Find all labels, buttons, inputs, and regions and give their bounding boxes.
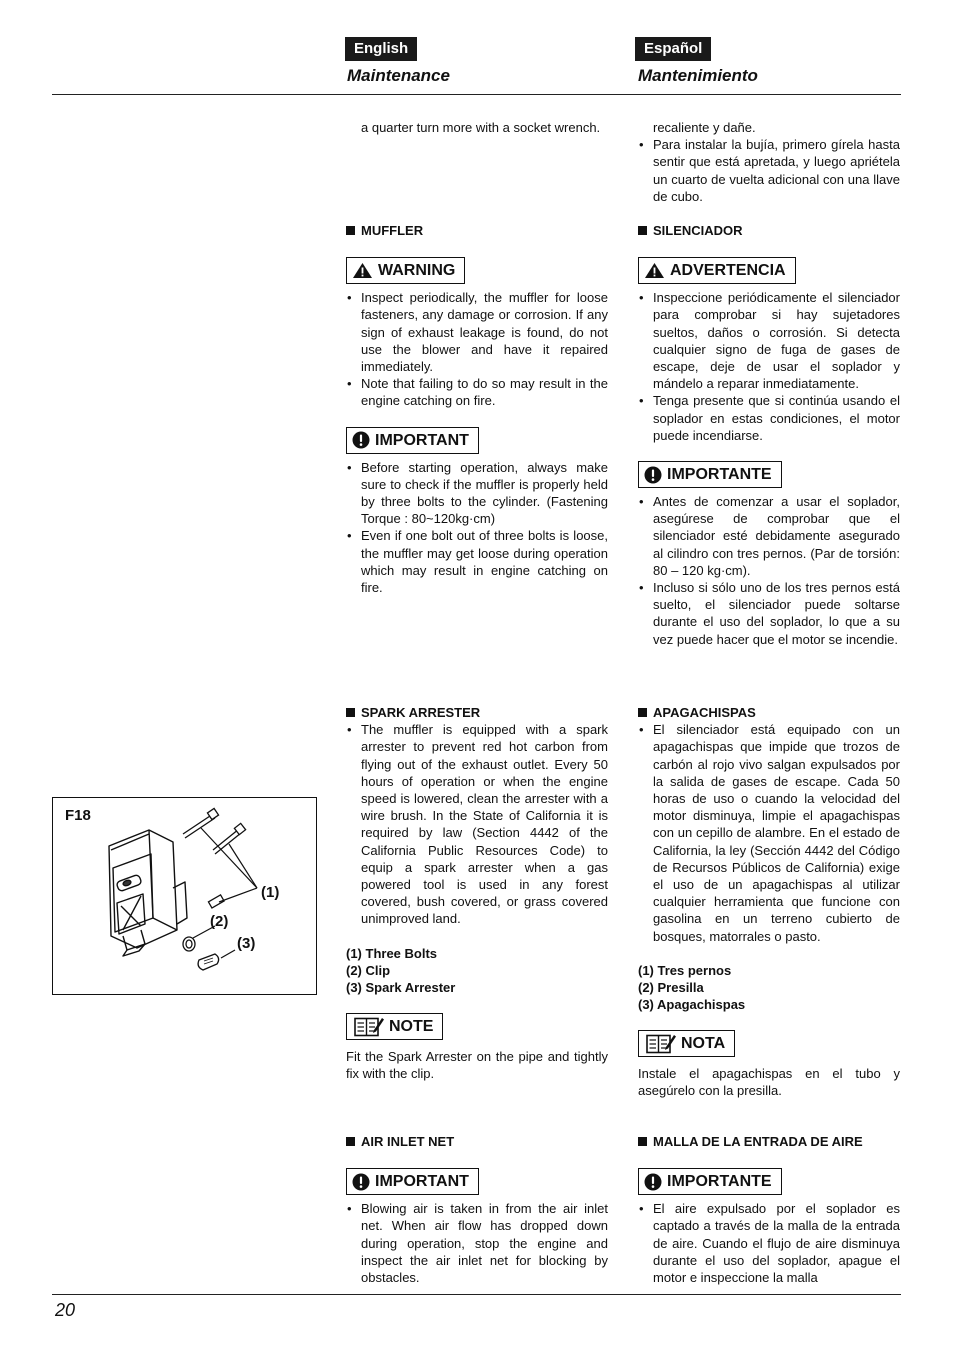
list-item: • Blowing air is taken in from the air inlet net. When air flow has dropped down during operation, stop the engine and inspect the air inlet net for blocking by obstacles. [346,1200,608,1286]
square-bullet-icon [346,708,355,717]
english-section-title: Maintenance [347,66,450,85]
spanish-language-tag: Español [635,37,711,61]
callout-2: (2) [210,913,229,930]
spanish-muffler-heading [638,222,900,239]
english-muffler-important-list [346,459,608,597]
list-item: • Inspeccione periódicamente el silenciador para comprobar si hay sujetadores sueltos, daños o corrosión. Si detecta cualquier signo de fuga de gases de escape, deje de usar el soplador y mándelo a reparar inmediatamente. [638,289,900,392]
warning-triangle-icon [644,262,665,279]
exclamation-circle-icon [644,1173,662,1191]
important-label: IMPORTANTE [667,1173,772,1191]
part-item: (1) Three Bolts [346,945,438,961]
spanish-parts-list [638,962,900,1014]
spanish-muffler-section [638,222,900,648]
exclamation-circle-icon [352,431,370,449]
heading-text: AIR INLET NET [361,1134,455,1149]
english-note-text: Fit the Spark Arrester on the pipe and tightly fix with the clip. [346,1048,608,1082]
figure-id: F18 [65,807,91,824]
english-muffler-section [346,222,608,596]
warning-triangle-icon [352,262,373,279]
page-number: 20 [55,1300,76,1320]
list-item: • El aire expulsado por el soplador es captado a través de la malla de la entrada de aire. Cuando el flujo de aire disminuya durante el uso del soplador, apague el motor e inspeccione la malla [638,1200,900,1286]
important-label: IMPORTANT [375,1173,469,1191]
list-item: • Incluso si sólo uno de los tres pernos está suelto, el silenciador puede soltarse durante el uso del soplador, lo que a su vez puede hacer que el motor se incendie. [638,579,900,648]
list-item: • Even if one bolt out of three bolts is loose, the muffler may get loose during operation which may result in engine catching on fire. [346,527,608,596]
footer-rule [52,1294,901,1295]
square-bullet-icon [638,708,647,717]
important-box [346,1168,479,1195]
heading-text: MALLA DE LA ENTRADA DE AIRE [653,1134,863,1149]
list-item: • Before starting operation, always make sure to check if the muffler is properly held by three bolts to the cylinder. (Fastening Torque : 80~120kg·cm) [346,459,608,528]
exclamation-circle-icon [644,466,662,484]
english-language-tag: English [345,37,417,61]
note-pencil-icon [354,1017,384,1037]
english-air-heading [346,1133,608,1150]
header-rule [52,94,901,95]
english-parts-list [346,945,608,997]
list-item: • The muffler is equipped with a spark arrester to prevent red hot carbon from flying out of the exhaust outlet. Every 50 hours of operation or when the engine speed is lowered, clean the arrester with a wire brush. In the State of California it is required by law (Section 4442 of the California Public Resources Code) to equip a spark arrester when a gas powered tool is used in any forest covered, bush covered, or grass covered unimproved land. [346,721,608,927]
callout-3: (3) [237,935,256,952]
square-bullet-icon [346,226,355,235]
note-label: NOTA [681,1035,726,1053]
spanish-muffler-warning-list [638,289,900,444]
important-box [346,427,479,454]
english-muffler-heading [346,222,608,239]
spanish-air-list [638,1200,900,1286]
list-item: • Tenga presente que si continúa usando el soplador en estas condiciones, el motor puede incendiarse. [638,392,900,444]
spanish-air-section [638,1133,900,1286]
warning-box [346,257,465,284]
spanish-air-heading [638,1133,900,1150]
spanish-muffler-important-list [638,493,900,648]
part-item: (3) Spark Arrester [346,980,456,996]
spanish-spark-section [638,704,900,1100]
list-item: • Antes de comenzar a usar el soplador, asegúrese de comprobar que el silenciador esté debidamente asegurado al cilindro con tres pernos. (Par de torsión: 80 – 120 kg·cm). [638,493,900,579]
list-item: • Para instalar la bujía, primero gírela hasta sentir que está apretada, y luego apriétela un cuarto de vuelta adicional con una llave de cubo. [638,136,900,205]
english-air-section [346,1133,608,1286]
spanish-intro-continued: recaliente y dañe. [653,120,756,135]
heading-text: APAGACHISPAS [653,705,756,720]
note-box [638,1030,735,1057]
callout-1: (1) [261,884,280,901]
spanish-intro-list [638,136,900,205]
square-bullet-icon [638,226,647,235]
note-label: NOTE [389,1018,434,1036]
english-air-list [346,1200,608,1286]
spanish-intro [638,119,900,205]
heading-text: MUFFLER [361,223,424,238]
important-label: IMPORTANTE [667,465,772,483]
heading-text: SILENCIADOR [653,223,743,238]
heading-text: SPARK ARRESTER [361,705,481,720]
english-muffler-warning-list [346,289,608,409]
list-item: • El silenciador está equipado con un apagachispas que impide que trozos de carbón al rojo vivo salgan expulsados por la salida de gases de escape. Cada 50 horas de uso o cuando la velocidad del motor disminuya, limpie el apagachispas con un cepillo de alambre. En el estado de California, la ley (Sección 4442 del Código de Recursos Públicos de California) exige el uso de un apagachispas al utilizar cualquier herramienta que funcione con gasolina en un terreno cubierto de bosques, matorrales o pasto. [638,721,900,945]
english-spark-list [346,721,608,927]
note-box [346,1013,443,1040]
list-item: • Note that failing to do so may result in the engine catching on fire. [346,375,608,409]
list-item: • Inspect periodically, the muffler for loose fasteners, any damage or corrosion. If any sign of exhaust leakage is found, do not use the blower and have it repaired immediately. [346,289,608,375]
warning-label: WARNING [378,262,456,280]
english-spark-section [346,704,608,1082]
english-intro [346,119,608,136]
spanish-section-title: Mantenimiento [638,66,758,85]
note-pencil-icon [646,1034,676,1054]
important-box [638,1168,782,1195]
exclamation-circle-icon [352,1173,370,1191]
part-item: (2) Clip [346,962,391,978]
spanish-note-text: Instale el apagachispas en el tubo y asegúrelo con la presilla. [638,1066,900,1099]
part-item: (2) Presilla [638,980,704,996]
warning-label: ADVERTENCIA [670,262,786,280]
square-bullet-icon [346,1137,355,1146]
important-box [638,461,782,488]
warning-box [638,257,796,284]
english-intro-text: a quarter turn more with a socket wrench. [361,120,601,135]
square-bullet-icon [638,1137,647,1146]
spanish-spark-heading [638,704,900,721]
important-label: IMPORTANT [375,431,469,449]
english-spark-heading [346,704,608,721]
part-item: (1) Tres pernos [638,962,732,978]
spanish-spark-list [638,721,900,945]
part-item: (3) Apagachispas [638,997,746,1013]
figure-f18 [52,797,317,995]
